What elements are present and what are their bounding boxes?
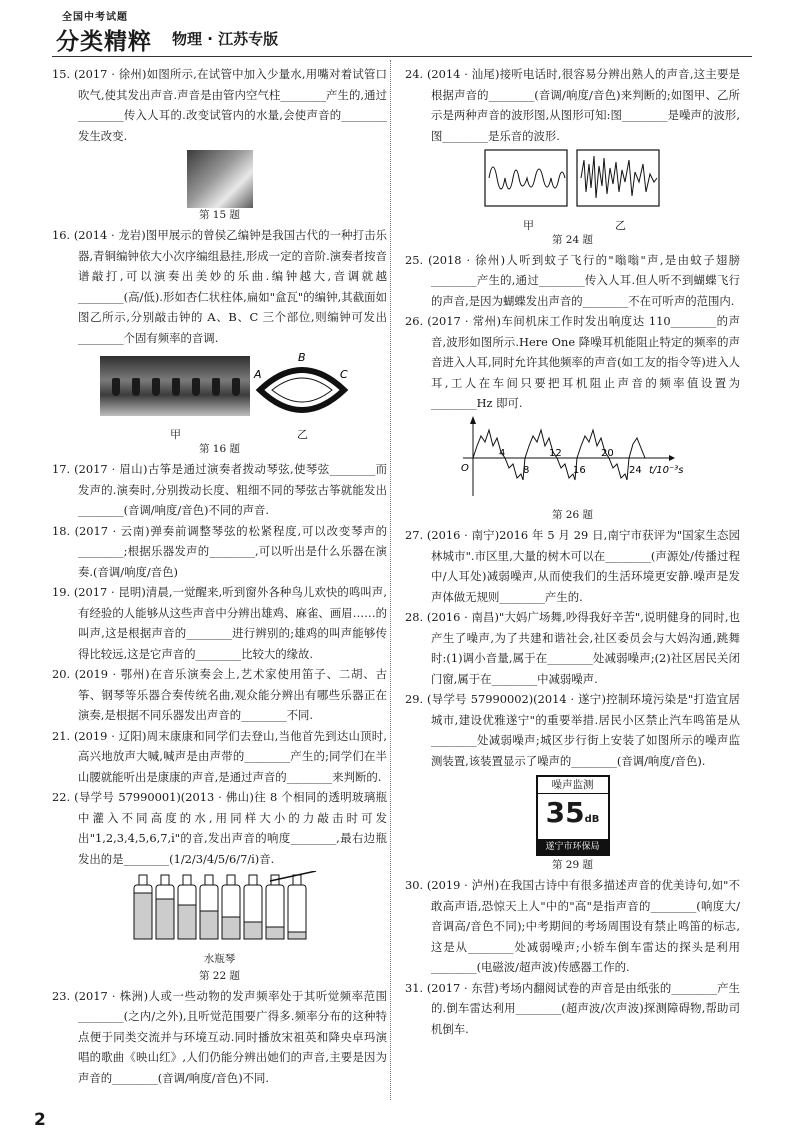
caption-24: 第 24 题	[551, 233, 594, 246]
figure-29	[405, 775, 740, 856]
bottle-8	[288, 875, 306, 939]
question-24: 24. (2014 · 汕尾)接听电话时,很容易分辨出熟人的声音,这主要是根据声音的________(音调/响度/音色)来判断的;如图甲、乙所示是两种声音的波形图,从图形可知:图________是噪声的波形,图________是乐音的波形.	[405, 67, 740, 143]
question-16: 16. (2014 · 龙岩)图甲展示的曾侯乙编钟是我国古代的一种打击乐器,青铜编钟依大小次序编组悬挂,形成一定的音阶.演奏者按音谱敲打,可以演奏出美妙的乐曲.编钟越大,音调就越________(高/低).形如杏仁状柱体,扁如"盒瓦"的编钟,其截面如图乙所示,分别敲击钟的 A、B、C 三个部位,则编钟可发出________个固有频率的音调.	[52, 228, 387, 345]
tick-4: 4	[498, 447, 505, 459]
caption-22: 第 22 题	[198, 969, 241, 982]
origin-label: O	[460, 462, 469, 474]
noise-meter-title: 噪声监测	[538, 777, 608, 794]
noise-meter-footer: 遂宁市环保局	[538, 840, 608, 854]
header-rule	[52, 56, 752, 57]
page-number: 2	[34, 1110, 46, 1130]
question-19: 19. (2017 · 昆明)清晨,一觉醒来,听到窗外各种鸟儿欢快的鸣叫声,有经验的人能够从这些声音中分辨出雄鸡、麻雀、画眉……的叫声,这是根据声音的________进行辨别的;雄鸡的叫声能够传得比较远,这是它声音的________比较大的缘故.	[52, 585, 387, 661]
machine-noise-waveform-diagram	[453, 416, 693, 500]
question-25: 25. (2018 · 徐州)人听到蚊子飞行的"嗡嗡"声,是由蚊子翅膀________产生的,通过________传入人耳.但人听不到蝴蝶飞行的声音,是因为蝴蝶发出声音的________不在可听声的范围内.	[405, 252, 740, 308]
bottle-7	[266, 875, 284, 939]
question-27: 27. (2016 · 南宁)2016 年 5 月 29 日,南宁市获评为"国家生态园林城市".市区里,大量的树木可以在________(声源处/传播过程中/人耳处)减弱噪声,从而使我们的生活环境更安静.噪声是发声体做无规则________产生的.	[405, 528, 740, 604]
question-23: 23. (2017 · 株洲)人或一些动物的发声频率处于其听觉频率范围________(之内/之外),且听觉范围要广得多.频率分布的这种特点便于同类交流并与环境互动.同时播放宋祖英和降央卓玛演唱的歌曲《映山红》,人们仍能分辨出她们的声音,主要是因为声音的________(音调/响度/音色)不同.	[52, 988, 387, 1085]
figure-22	[52, 871, 387, 950]
figure-26	[405, 416, 740, 507]
caption-15: 第 15 题	[198, 209, 241, 221]
figure-16-label-jia: 甲	[170, 428, 181, 441]
time-axis-label: t/10⁻³s	[648, 464, 684, 476]
bianzhong-photo	[100, 356, 250, 416]
question-20: 20. (2019 · 鄂州)在音乐演奏会上,艺术家使用笛子、二胡、古筝、钢琴等乐器合奏传统名曲,观众能分辨出有哪些乐器正在演奏,是根据不同乐器发出声音的________不同.	[52, 667, 387, 722]
page-header	[52, 6, 752, 56]
figure-22-label: 水瓶琴	[203, 952, 236, 965]
question-17: 17. (2017 · 眉山)古筝是通过演奏者拨动琴弦,使琴弦________而发声的.演奏时,分别拨动长度、粗细不同的琴弦古筝就能发出________(音调/响度/音色)不同的声音.	[52, 462, 387, 517]
figure-16-label-yi: 乙	[297, 428, 308, 441]
book-subtitle: 物理 · 江苏专版	[172, 30, 279, 48]
figure-15-photo	[187, 150, 253, 208]
noise-meter-unit: dB	[584, 814, 600, 825]
tick-20: 20	[600, 447, 614, 459]
caption-29: 第 29 题	[551, 859, 594, 871]
point-b-label: B	[298, 351, 306, 364]
noise-waveform	[489, 167, 565, 189]
question-21: 21. (2019 · 辽阳)周末康康和同学们去登山,当他首先到达山顶时,高兴地放声大喊,喊声是由声带的________产生的;同学们在半山腰就能听出是康康的声音,是通过声音的________来判断的.	[52, 728, 387, 784]
right-column	[405, 64, 740, 1039]
left-column	[52, 64, 387, 1088]
book-title: 分类精粹	[56, 28, 152, 55]
figure-16-labels	[52, 428, 387, 442]
figure-24-label-jia: 甲	[523, 218, 534, 232]
question-26: 26. (2017 · 常州)车间机床工作时发出响度达 110________的声音,波形如图所示.Here One 降噪耳机能阻止特定的频率的声音进入人耳,同时允许其他频率的声音(如工友的指令等)进入人耳,工人在车间只要把耳机阻止声音的频率值设置为________Hz 即可.	[405, 314, 740, 410]
bottle-5	[222, 875, 240, 939]
question-29: 29. (导学号 57990002)(2014 · 遂宁)控制环境污染是"打造宜居城市,建设优雅遂宁"的重要举措.居民小区禁止汽车鸣笛是从________处减弱噪声;城区步行街上安装了如图所示的噪声监测装置,该装置显示了噪声的________(音调/响度/音色).	[405, 692, 740, 768]
musical-waveform	[581, 156, 657, 198]
figure-24	[405, 148, 740, 217]
bottle-3	[178, 875, 196, 939]
noise-meter-reading	[538, 794, 608, 840]
bottle-6	[244, 875, 262, 939]
noise-meter	[536, 775, 610, 856]
question-30: 30. (2019 · 泸州)在我国古诗中有很多描述声音的优美诗句,如"不敢高声语,恐惊天上人"中的"高"是指声音的________(响度大/音调高/音色不同);中考期间的考场周围设有禁止鸣笛的标志,这是从________处减弱噪声;小轿车倒车雷达的探头是利用________(电磁波/超声波)传感器工作的.	[405, 878, 740, 974]
question-22: 22. (导学号 57990001)(2013 · 佛山)往 8 个相同的透明玻璃瓶中灌入不同高度的水,用同样大小的力敲击时可发出"1,2,3,4,5,6,7,i̇"的音,发出声音的响度________,最右边瓶发出的是________(1/2/3/4/5/6/7/i̇)音.	[52, 790, 387, 866]
question-15: 15. (2017 · 徐州)如图所示,在试管中加入少量水,用嘴对着试管口吹气,使其发出声音.声音是由管内空气柱________产生的,通过________传入人耳的.改变试管内的水量,会使声音的________发生改变.	[52, 67, 387, 143]
question-28: 28. (2016 · 南昌)"大妈广场舞,吵得我好辛苦",说明健身的同时,也产生了噪声,为了共建和谐社会,社区委员会与大妈沟通,跳舞时:(1)调小音量,属于在________处减弱噪声;(2)社区居民关闭门窗,属于在________中减弱噪声.	[405, 610, 740, 686]
tick-16: 16	[572, 464, 586, 476]
waveform-diagram	[483, 148, 663, 210]
column-divider	[390, 60, 391, 1100]
tick-12: 12	[548, 447, 562, 459]
figure-24-labels	[405, 219, 740, 233]
bottle-1	[134, 875, 152, 939]
noise-meter-value: 35	[545, 796, 585, 829]
series-title: 全国中考试题	[62, 12, 128, 23]
tick-24: 24	[628, 464, 642, 476]
caption-26: 第 26 题	[551, 509, 594, 521]
tick-8: 8	[522, 464, 529, 476]
point-a-label: A	[254, 368, 262, 381]
figure-16	[52, 350, 387, 426]
question-18: 18. (2017 · 云南)弹奏前调整琴弦的松紧程度,可以改变琴声的________;根据乐器发声的________,可以听出是什么乐器在演奏.(音调/响度/音色)	[52, 523, 387, 579]
water-bottles-diagram	[120, 871, 320, 943]
bottle-4	[200, 875, 218, 939]
bell-cross-section-diagram	[252, 350, 352, 426]
bottle-2	[156, 875, 174, 939]
point-c-label: C	[340, 368, 348, 381]
caption-16: 第 16 题	[198, 443, 241, 455]
figure-24-label-yi: 乙	[615, 218, 626, 232]
question-31: 31. (2017 · 东营)考场内翻阅试卷的声音是由纸张的________产生的.倒车雷达利用________(超声波/次声波)探测障碍物,帮助司机倒车.	[405, 980, 740, 1036]
